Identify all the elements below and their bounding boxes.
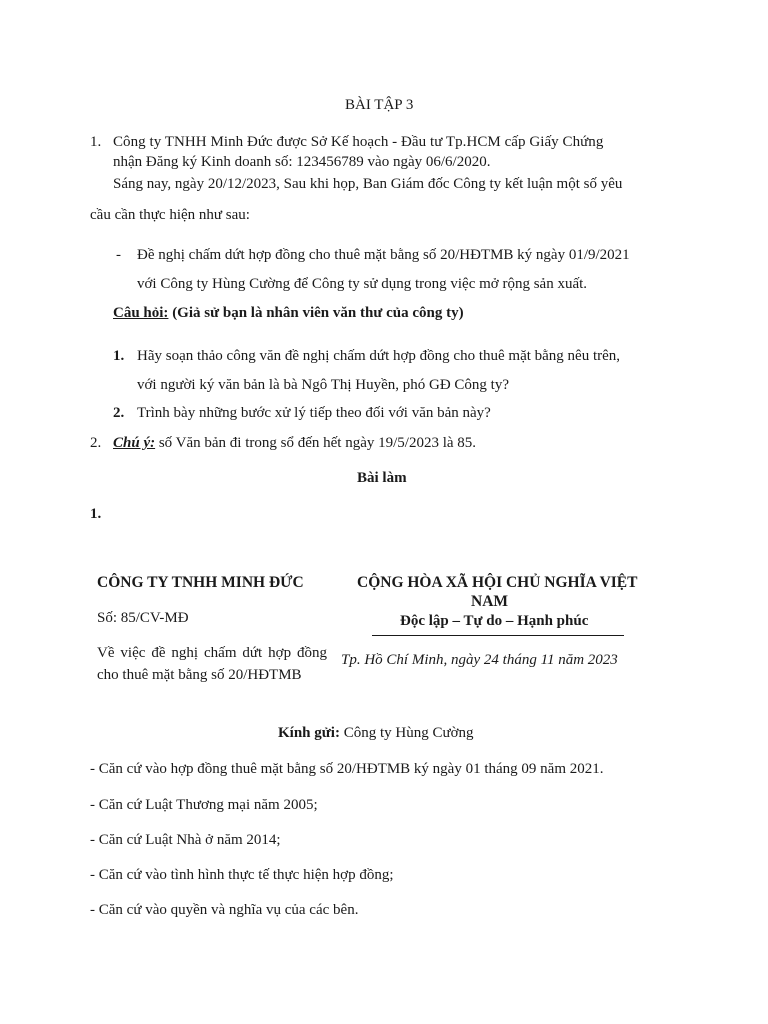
item-1-number: 1. (90, 134, 102, 150)
note-label: Chú ý: (113, 435, 156, 451)
question-label: Câu hỏi: (113, 305, 169, 321)
question-2-number: 2. (113, 405, 125, 421)
place-date: Tp. Hồ Chí Minh, ngày 24 tháng 11 năm 2023 (341, 652, 618, 668)
answer-number: 1. (90, 506, 102, 522)
recipient-line (278, 723, 474, 743)
bullet-line-2: với Công ty Hùng Cường để Công ty sử dụng trong việc mở rộng sản xuất. (137, 276, 588, 292)
question-1-line-1: Hãy soạn thảo công văn đề nghị chấm dứt hợp đồng cho thuê mặt bằng nêu trên, (137, 348, 621, 364)
item-2-number: 2. (90, 435, 102, 451)
exercise-title: BÀI TẬP 3 (345, 97, 414, 113)
doc-number: Số: 85/CV-MĐ (97, 610, 189, 626)
question-1-number: 1. (113, 348, 125, 364)
bullet-dash: - (116, 247, 121, 263)
basis-item: - Căn cứ Luật Nhà ở năm 2014; (90, 832, 281, 848)
item-1-line-1: Công ty TNHH Minh Đức được Sở Kế hoạch - Đầu tư Tp.HCM cấp Giấy Chứng (113, 134, 604, 150)
republic-line-2: NAM (471, 593, 509, 610)
question-2-line-1: Trình bày những bước xử lý tiếp theo đối với văn bản này? (137, 405, 491, 421)
basis-item: - Căn cứ vào quyền và nghĩa vụ của các bên. (90, 902, 359, 918)
item-2-note (113, 433, 476, 453)
recipient-name: Công ty Hùng Cường (339, 725, 474, 741)
note-text: số Văn bản đi trong sổ đến hết ngày 19/5/2023 là 85. (155, 435, 477, 451)
item-1-line-4: cầu cần thực hiện như sau: (90, 207, 250, 223)
question-text: (Giả sử bạn là nhân viên văn thư của công ty) (168, 305, 464, 321)
motto: Độc lập – Tự do – Hạnh phúc (400, 613, 589, 629)
recipient-label: Kính gửi: (278, 725, 340, 741)
basis-item: - Căn cứ vào tình hình thực tế thực hiện hợp đồng; (90, 867, 394, 883)
republic-line-1: CỘNG HÒA XÃ HỘI CHỦ NGHĨA VIỆT (357, 574, 638, 591)
answer-heading: Bài làm (357, 470, 407, 486)
question-heading (113, 303, 464, 323)
bullet-line-1: Đề nghị chấm dứt hợp đồng cho thuê mặt bằng số 20/HĐTMB ký ngày 01/9/2021 (137, 247, 630, 263)
motto-underline (372, 635, 624, 636)
item-1-line-2: nhận Đăng ký Kinh doanh số: 123456789 vào ngày 06/6/2020. (113, 154, 491, 170)
item-1-line-3: Sáng nay, ngày 20/12/2023, Sau khi họp, Ban Giám đốc Công ty kết luận một số yêu (113, 176, 623, 192)
question-1-line-2: với người ký văn bản là bà Ngô Thị Huyền, phó GĐ Công ty? (137, 377, 510, 393)
doc-subject: Về việc đề nghị chấm dứt hợp đồng cho thuê mặt bằng số 20/HĐTMB (97, 645, 327, 683)
company-name: CÔNG TY TNHH MINH ĐỨC (97, 574, 304, 591)
basis-item: - Căn cứ vào hợp đồng thuê mặt bằng số 20/HĐTMB ký ngày 01 tháng 09 năm 2021. (90, 761, 604, 777)
basis-item: - Căn cứ Luật Thương mại năm 2005; (90, 797, 318, 813)
